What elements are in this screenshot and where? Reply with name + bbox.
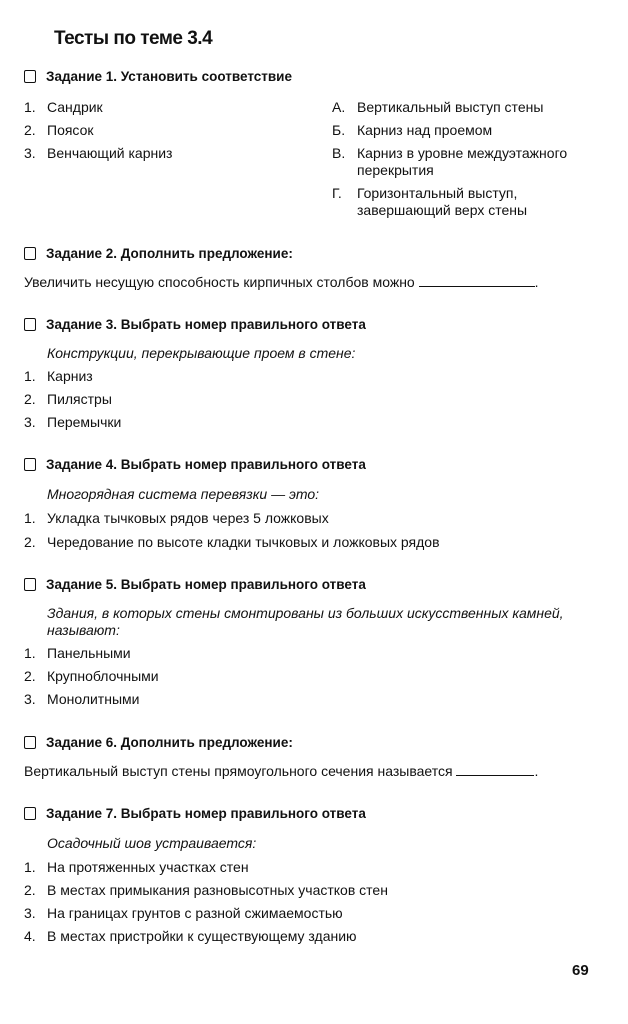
task7-question: Осадочный шов устраивается:	[47, 835, 257, 851]
task6-sentence	[24, 763, 538, 779]
task1-heading	[24, 69, 292, 84]
task1-right-text: Карниз в уровне междуэтажного перекрытия	[357, 145, 568, 178]
task3-question: Конструкции, перекрывающие проем в стене:	[47, 345, 356, 361]
task6-sentence-text: Вертикальный выступ стены прямоугольного сечения называется	[24, 763, 453, 779]
task1-left-text: Сандрик	[47, 99, 103, 115]
option-text[interactable]: В местах пристройки к существующему зданию	[47, 928, 357, 944]
option-text[interactable]: В местах примыкания разновысотных участков стен	[47, 882, 388, 898]
task4-question: Многорядная система перевязки — это:	[47, 486, 320, 502]
answer-blank[interactable]	[456, 763, 534, 776]
option-text[interactable]: Чередование по высоте кладки тычковых и ложковых рядов	[47, 534, 440, 550]
option-num: 3.	[24, 691, 36, 707]
task1-left-text: Поясок	[47, 122, 94, 138]
option-num: 1.	[24, 510, 36, 526]
task2-heading-text: Задание 2. Дополнить предложение:	[46, 246, 293, 261]
task5-heading-text: Задание 5. Выбрать номер правильного ответа	[46, 577, 366, 592]
checkbox-icon[interactable]	[24, 458, 36, 471]
option-text[interactable]: Панельными	[47, 645, 131, 661]
task3-heading	[24, 317, 366, 332]
option-text[interactable]: Пилястры	[47, 391, 112, 407]
option-text[interactable]: Укладка тычковых рядов через 5 ложковых	[47, 510, 329, 526]
task6-heading	[24, 735, 293, 750]
checkbox-icon[interactable]	[24, 247, 36, 260]
option-text[interactable]: Перемычки	[47, 414, 122, 430]
task7-heading	[24, 806, 366, 821]
task1-left-text: Венчающий карниз	[47, 145, 173, 161]
task1-right-letter: Б.	[332, 122, 346, 138]
option-text[interactable]: На границах грунтов с разной сжимаемостью	[47, 905, 343, 921]
checkbox-icon[interactable]	[24, 318, 36, 331]
task5-question: Здания, в которых стены смонтированы из больших искусственных камней, называют:	[47, 605, 564, 638]
task1-left-num: 2.	[24, 122, 36, 138]
option-num: 3.	[24, 905, 36, 921]
option-text[interactable]: На протяженных участках стен	[47, 859, 249, 875]
task1-right-text: Вертикальный выступ стены	[357, 99, 544, 115]
task2-sentence-end: .	[534, 274, 539, 290]
task6-sentence-end: .	[534, 763, 539, 779]
option-text[interactable]: Монолитными	[47, 691, 140, 707]
task1-left-num: 1.	[24, 99, 36, 115]
option-num: 1.	[24, 368, 36, 384]
task2-heading	[24, 246, 293, 261]
task1-right-letter: А.	[332, 99, 346, 115]
task4-heading-text: Задание 4. Выбрать номер правильного ответа	[46, 457, 366, 472]
checkbox-icon[interactable]	[24, 578, 36, 591]
checkbox-icon[interactable]	[24, 807, 36, 820]
task5-heading	[24, 577, 366, 592]
task1-right-text: Горизонтальный выступ, завершающий верх стены	[357, 185, 528, 218]
option-num: 2.	[24, 534, 36, 550]
task4-heading	[24, 457, 366, 472]
task1-right-letter: Г.	[332, 185, 342, 201]
option-num: 2.	[24, 391, 36, 407]
option-text[interactable]: Крупноблочными	[47, 668, 159, 684]
task7-heading-text: Задание 7. Выбрать номер правильного ответа	[46, 806, 366, 821]
task6-heading-text: Задание 6. Дополнить предложение:	[46, 735, 293, 750]
task1-left-num: 3.	[24, 145, 36, 161]
task3-heading-text: Задание 3. Выбрать номер правильного ответа	[46, 317, 366, 332]
page-number: 69	[572, 962, 589, 979]
task1-right-letter: В.	[332, 145, 346, 161]
option-num: 4.	[24, 928, 36, 944]
page-title: Тесты по теме 3.4	[54, 28, 213, 49]
option-text[interactable]: Карниз	[47, 368, 93, 384]
checkbox-icon[interactable]	[24, 736, 36, 749]
checkbox-icon[interactable]	[24, 70, 36, 83]
option-num: 2.	[24, 882, 36, 898]
option-num: 3.	[24, 414, 36, 430]
task1-heading-text: Задание 1. Установить соответствие	[46, 69, 292, 84]
answer-blank[interactable]	[419, 274, 535, 287]
option-num: 1.	[24, 859, 36, 875]
option-num: 1.	[24, 645, 36, 661]
task1-right-text: Карниз над проемом	[357, 122, 493, 138]
task2-sentence	[24, 274, 539, 290]
task2-sentence-text: Увеличить несущую способность кирпичных столбов можно	[24, 274, 415, 290]
option-num: 2.	[24, 668, 36, 684]
